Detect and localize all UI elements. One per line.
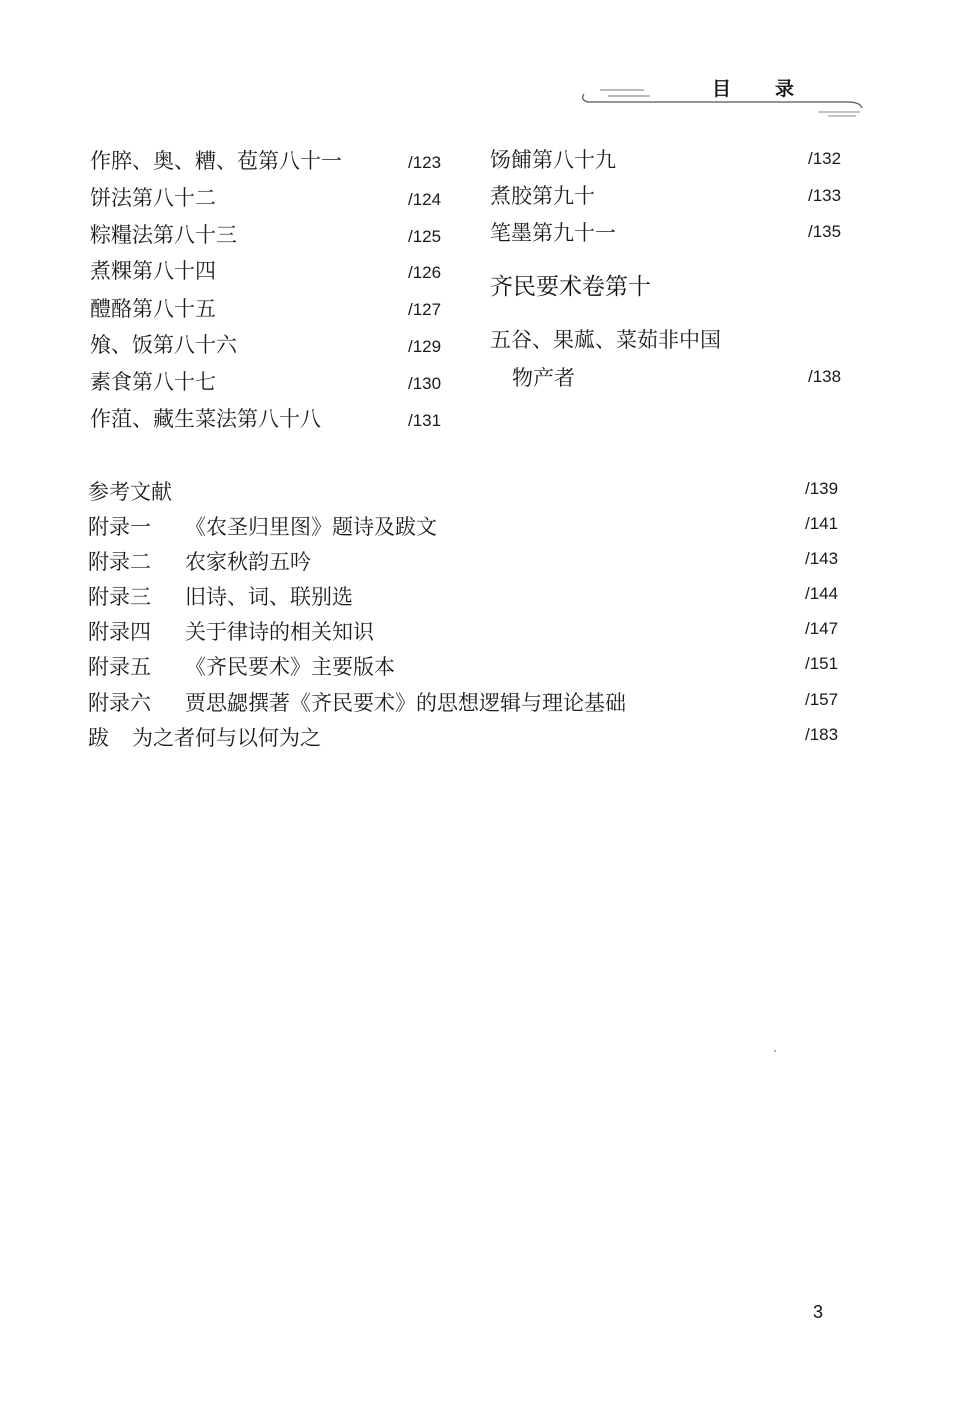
toc-entry-title[interactable]: 饧餔第八十九 <box>490 148 616 172</box>
back-matter-label: 附录三 <box>88 585 151 609</box>
back-matter-title: 农家秋韵五吟 <box>185 550 311 574</box>
back-matter-title: 《齐民要术》主要版本 <box>185 655 395 679</box>
back-matter-label: 附录六 <box>88 691 151 715</box>
back-matter-title: 关于律诗的相关知识 <box>185 620 374 644</box>
back-matter-entry[interactable] <box>88 654 395 680</box>
back-matter-label: 附录一 <box>88 515 151 539</box>
toc-entry-title[interactable]: 醴酪第八十五 <box>90 297 216 321</box>
folio-page-number: 3 <box>813 1302 824 1322</box>
toc-entry-page[interactable]: /129 <box>408 337 442 356</box>
scan-speck <box>774 1050 776 1052</box>
back-matter-page[interactable]: /147 <box>805 619 839 638</box>
toc-entry-page[interactable]: /132 <box>808 149 842 168</box>
toc-entry-page[interactable]: /138 <box>808 367 842 386</box>
back-matter-title: 《农圣归里图》题诗及跋文 <box>185 515 437 539</box>
toc-entry-title-line1[interactable]: 五谷、果蓏、菜茹非中国 <box>490 328 721 352</box>
back-matter-label: 参考文献 <box>88 480 172 504</box>
toc-entry-title-line2[interactable]: 物产者 <box>512 366 575 390</box>
back-matter-entry[interactable] <box>88 549 311 575</box>
back-matter-label: 附录四 <box>88 620 151 644</box>
back-matter-label: 附录二 <box>88 550 151 574</box>
back-matter-title: 旧诗、词、联别选 <box>185 585 353 609</box>
back-matter-entry[interactable] <box>88 619 374 645</box>
back-matter-label: 跋 <box>88 726 109 750</box>
back-matter-page[interactable]: /183 <box>805 725 839 744</box>
toc-entry-title[interactable]: 煮粿第八十四 <box>90 259 216 283</box>
toc-entry-page[interactable]: /130 <box>408 374 442 393</box>
toc-entry-title[interactable]: 飧、饭第八十六 <box>90 333 237 357</box>
back-matter-entry[interactable] <box>88 584 353 610</box>
toc-entry-page[interactable]: /123 <box>408 153 442 172</box>
back-matter-title: 贾思勰撰著《齐民要术》的思想逻辑与理论基础 <box>185 691 626 715</box>
back-matter-entry[interactable] <box>88 690 626 716</box>
toc-entry-title[interactable]: 笔墨第九十一 <box>490 221 616 245</box>
back-matter-page[interactable]: /143 <box>805 549 839 568</box>
toc-entry-page[interactable]: /126 <box>408 263 442 282</box>
back-matter-entry[interactable] <box>88 514 437 540</box>
toc-entry-page[interactable]: /131 <box>408 411 442 430</box>
toc-entry-page[interactable]: /127 <box>408 300 442 319</box>
back-matter-page[interactable]: /144 <box>805 584 839 603</box>
back-matter-page[interactable]: /141 <box>805 514 839 533</box>
volume-heading[interactable]: 齐民要术卷第十 <box>490 274 651 300</box>
running-header-title: 目录 <box>712 78 839 100</box>
toc-entry-title[interactable]: 素食第八十七 <box>90 370 216 394</box>
toc-entry-title[interactable]: 粽糧法第八十三 <box>90 223 237 247</box>
back-matter-page[interactable]: /151 <box>805 654 839 673</box>
toc-entry-title[interactable]: 煮胶第九十 <box>490 184 595 208</box>
toc-entry-title[interactable]: 饼法第八十二 <box>90 186 216 210</box>
back-matter-entry[interactable] <box>88 725 321 751</box>
back-matter-entry[interactable] <box>88 479 172 505</box>
toc-entry-page[interactable]: /125 <box>408 227 442 246</box>
header-cloud-ornament <box>578 84 868 124</box>
toc-entry-page[interactable]: /124 <box>408 190 442 209</box>
back-matter-title: 为之者何与以何为之 <box>132 726 321 750</box>
toc-entry-page[interactable]: /135 <box>808 222 842 241</box>
back-matter-page[interactable]: /139 <box>805 479 839 498</box>
toc-entry-title[interactable]: 作脺、奥、糟、苞第八十一 <box>90 149 342 173</box>
back-matter-label: 附录五 <box>88 655 151 679</box>
back-matter-page[interactable]: /157 <box>805 690 839 709</box>
toc-entry-page[interactable]: /133 <box>808 186 842 205</box>
toc-entry-title[interactable]: 作菹、藏生菜法第八十八 <box>90 407 321 431</box>
